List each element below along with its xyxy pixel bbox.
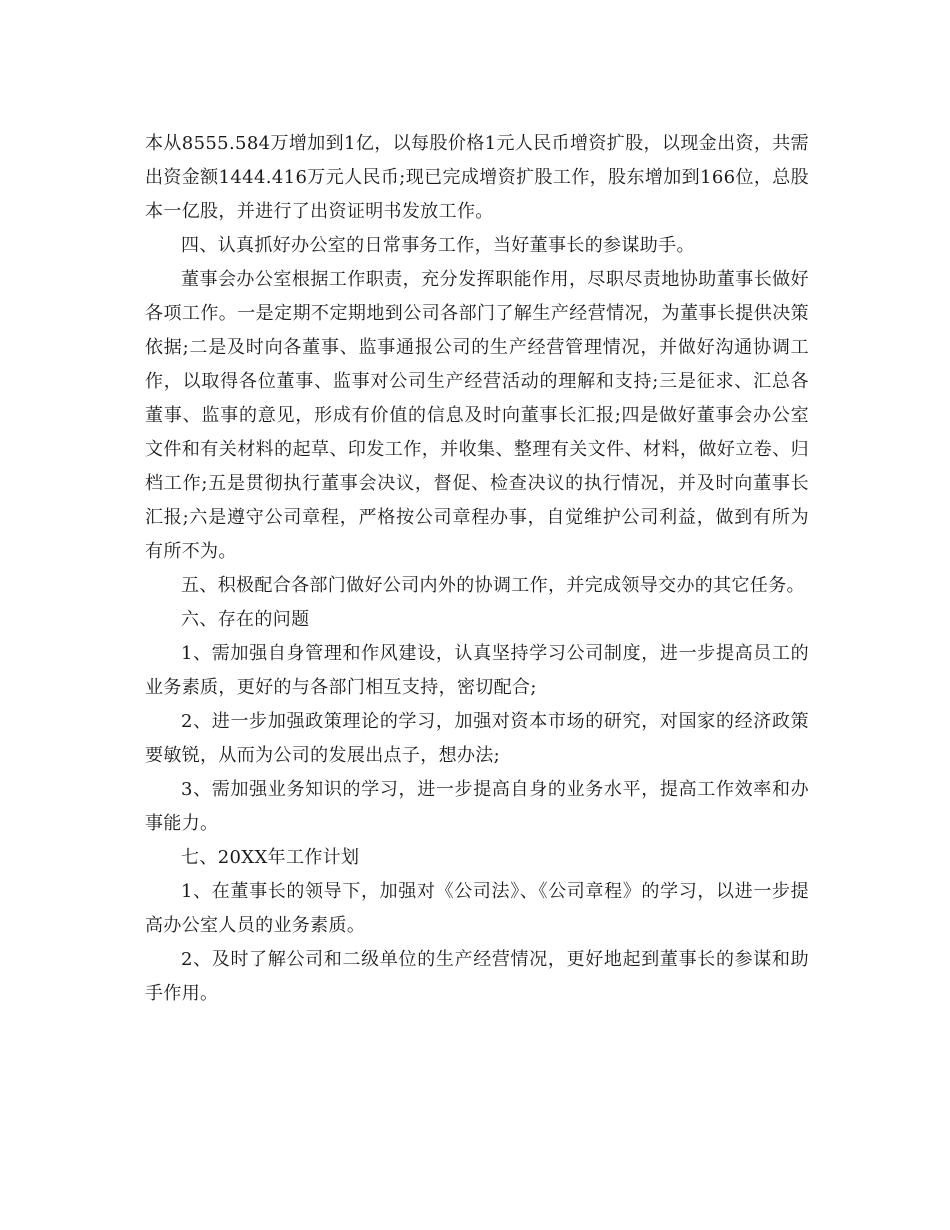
paragraph-problem-2: 2、进一步加强政策理论的学习，加强对资本市场的研究，对国家的经济政策要敏锐，从而为公司的发展出点子，想办法; xyxy=(145,711,809,766)
document-body xyxy=(145,127,809,1011)
paragraph-plan-2: 2、及时了解公司和二级单位的生产经营情况，更好地起到董事长的参谋和助手作用。 xyxy=(145,949,809,1004)
paragraph-problem-1: 1、需加强自身管理和作风建设，认真坚持学习公司制度，进一步提高员工的业务素质，更好的与各部门相互支持，密切配合; xyxy=(145,643,809,698)
paragraph-board-office-duties: 董事会办公室根据工作职责，充分发挥职能作用，尽职尽责地协助董事长做好各项工作。一是定期不定期地到公司各部门了解生产经营情况，为董事长提供决策依据;二是及时向各董事、监事通报公司的生产经营管理情况，并做好沟通协调工作，以取得各位董事、监事对公司生产经营活动的理解和支持;三是征求、汇总各董事、监事的意见，形成有价值的信息及时向董事长汇报;四是做好董事会办公室文件和有关材料的起草、印发工作，并收集、整理有关文件、材料，做好立卷、归档工作;五是贯彻执行董事会决议，督促、检查决议的执行情况，并及时向董事长汇报;六是遵守公司章程，严格按公司章程办事，自觉维护公司利益，做到有所为有所不为。 xyxy=(145,269,809,562)
paragraph-heading-six: 六、存在的问题 xyxy=(181,609,310,630)
paragraph-capital-increase: 本从8555.584万增加到1亿，以每股价格1元人民币增资扩股，以现金出资，共需出资金额1444.416万元人民币;现已完成增资扩股工作，股东增加到166位，总股本一亿股，并进行了出资证明书发放工作。 xyxy=(145,133,809,222)
paragraph-plan-1: 1、在董事长的领导下，加强对《公司法》、《公司章程》的学习，以进一步提高办公室人员的业务素质。 xyxy=(145,881,809,936)
paragraph-heading-four: 四、认真抓好办公室的日常事务工作，当好董事长的参谋助手。 xyxy=(181,235,695,256)
paragraph-heading-seven: 七、20XX年工作计划 xyxy=(181,847,360,868)
paragraph-problem-3: 3、需加强业务知识的学习，进一步提高自身的业务水平，提高工作效率和办事能力。 xyxy=(145,779,809,834)
paragraph-heading-five: 五、积极配合各部门做好公司内外的协调工作，并完成领导交办的其它任务。 xyxy=(181,575,805,596)
